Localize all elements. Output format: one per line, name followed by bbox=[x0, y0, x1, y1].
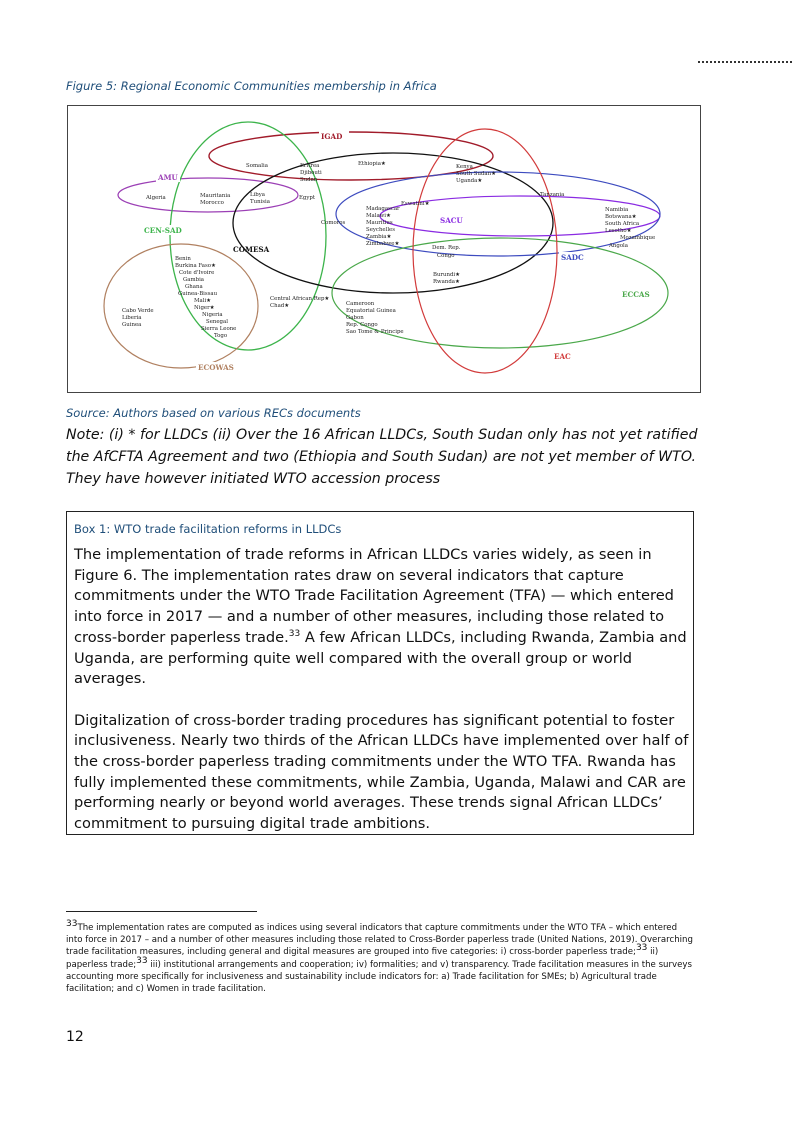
country-ethiopia: Ethiopia★ bbox=[358, 161, 386, 167]
country-djibouti: Djibouti bbox=[300, 170, 322, 176]
country-drc-line2: Congo bbox=[437, 253, 455, 259]
svg-text:AMU: AMU bbox=[158, 173, 178, 182]
rec-label-eccas bbox=[620, 289, 652, 299]
igad-ellipse bbox=[209, 132, 493, 180]
country-seychelles: Seychelles bbox=[366, 227, 396, 233]
box-paragraph-1: The implementation of trade reforms in African LLDCs varies widely, as seen in Figure 6. The implementation rates draw on several indicators that capture commitments under the WTO Trade Facilitation Agreement (TFA) — which entered into force in 2017 — and a number of other measures, including those related to cross-border paperless trade.$^{33}$ A few African LLDCs, including Rwanda, Zambia and Uganda, are performing quite well compared with the overall group or world averages. bbox=[74, 546, 687, 688]
rec-label-amu bbox=[156, 172, 180, 182]
box-paragraph-2: Digitalization of cross-border trading procedures has significant potential to foster inclusiveness. Nearly two thirds of the African LLDCs have implemented over half of the cross-border paperless trading commitments under the WTO TFA. Rwanda has fully implemented these commitments, while Zambia, Uganda, Malawi and CAR are performing nearly or beyond world averages. These trends signal African LLDCs’ commitment to pursuing digital trade ambitions. bbox=[74, 711, 689, 833]
figure-source: Source: Authors based on various RECs documents bbox=[66, 406, 361, 420]
box-1 bbox=[66, 511, 694, 835]
footnote-mark: 33 bbox=[66, 919, 78, 930]
svg-text:ECCAS: ECCAS bbox=[622, 290, 650, 299]
country-senegal: Senegal bbox=[206, 319, 228, 325]
country-sierra-leone: Sierra Leone bbox=[201, 326, 237, 332]
country-benin: Benin bbox=[175, 256, 191, 262]
country-eswatini: Eswatini★ bbox=[401, 201, 430, 207]
footnote-rule bbox=[66, 911, 257, 912]
country-car: Central African Rep★ bbox=[270, 296, 330, 302]
country-labels bbox=[122, 161, 655, 339]
country-drc-line1: Dem. Rep. bbox=[432, 245, 461, 251]
country-zambia: Zambia★ bbox=[366, 234, 392, 240]
country-rwanda: Rwanda★ bbox=[433, 279, 460, 285]
country-togo: Togo bbox=[214, 333, 228, 339]
rec-label-eac bbox=[552, 351, 574, 361]
country-burundi: Burundi★ bbox=[433, 272, 460, 278]
country-algeria: Algeria bbox=[146, 195, 166, 201]
country-mali: Mali★ bbox=[194, 298, 212, 304]
rec-label-igad bbox=[319, 131, 349, 141]
country-chad: Chad★ bbox=[270, 303, 290, 309]
country-burkina-faso: Burkina Faso★ bbox=[175, 263, 216, 269]
figure-caption: Figure 5: Regional Economic Communities membership in Africa bbox=[66, 79, 437, 93]
rec-label-comesa: COMESA bbox=[233, 245, 270, 254]
footnote-ref: 33 bbox=[288, 628, 301, 639]
comesa-ellipse bbox=[233, 153, 553, 293]
country-malawi: Malawi★ bbox=[366, 213, 391, 219]
country-tunisia: Tunisia bbox=[250, 199, 270, 205]
country-eritrea: Eritrea bbox=[300, 163, 320, 169]
country-gambia: Gambia bbox=[183, 277, 205, 283]
country-lesotho: Lesotho★ bbox=[605, 228, 632, 234]
country-sudan: Sudan bbox=[300, 177, 318, 183]
country-sao-tome: Sao Tome & Principe bbox=[346, 329, 404, 335]
country-uganda: Uganda★ bbox=[456, 178, 483, 184]
country-liberia: Liberia bbox=[122, 315, 142, 321]
country-guinea-bissau: Guinea-Bissau bbox=[178, 291, 218, 297]
figure-note: Note: (i) * for LLDCs (ii) Over the 16 African LLDCs, South Sudan only has not yet ratified the AfCFTA Agreement and two (Ethiopia and South Sudan) are not yet member of WTO. They have however initiated WTO accession process bbox=[66, 427, 698, 487]
page-number: 12 bbox=[66, 1029, 84, 1045]
country-guinea: Guinea bbox=[122, 322, 142, 328]
rec-label-sadc bbox=[559, 252, 585, 262]
svg-text:CEN-SAD: CEN-SAD bbox=[144, 226, 182, 235]
country-libya: Libya bbox=[250, 192, 266, 198]
country-tanzania: Tanzania bbox=[540, 192, 565, 198]
country-nigeria: Nigeria bbox=[202, 312, 223, 318]
rec-label-censad bbox=[142, 225, 182, 235]
country-egypt: Egypt bbox=[299, 195, 316, 201]
country-cameroon: Cameroon bbox=[346, 301, 375, 307]
country-rep-congo: Rep. Congo bbox=[346, 322, 378, 328]
country-mauritania: Mauritania bbox=[200, 193, 231, 199]
svg-text:SACU: SACU bbox=[440, 216, 463, 225]
country-niger: Niger★ bbox=[194, 305, 215, 311]
country-south-africa: South Africa bbox=[605, 221, 640, 227]
box-title: Box 1: WTO trade facilitation reforms in LLDCs bbox=[74, 522, 342, 536]
country-somalia: Somalia bbox=[246, 163, 268, 169]
country-mauritius: Mauritius bbox=[366, 220, 393, 226]
censad-ellipse bbox=[170, 122, 326, 350]
svg-text:ECOWAS: ECOWAS bbox=[198, 363, 234, 372]
country-cote-divoire: Cote d'Ivoire bbox=[179, 270, 215, 276]
country-kenya: Kenya bbox=[456, 164, 473, 170]
country-namibia: Namibia bbox=[605, 207, 629, 213]
country-ghana: Ghana bbox=[185, 284, 203, 290]
country-equatorial-guinea: Equatorial Guinea bbox=[346, 308, 396, 314]
svg-text:SADC: SADC bbox=[561, 253, 584, 262]
country-south-sudan: South Sudan★ bbox=[456, 171, 496, 177]
header-dotted-rule bbox=[698, 61, 792, 63]
rec-label-sacu bbox=[438, 215, 466, 225]
country-morocco: Morocco bbox=[200, 200, 224, 206]
country-mozambique: Mozambique bbox=[620, 235, 656, 241]
country-madagascar: Madagascar bbox=[366, 206, 400, 212]
footnote-33: $^{33}$The implementation rates are computed as indices using several indicators that capture commitments under the WTO TFA – which entered into force in 2017 – and a number of other measures including those related to Cross-Border paperless trade (United Nations, 2019). Overarching trade facilitation measures, including general and digital measures are grouped into five categories: i) cross-border paperless trade;$^{33}$ ii) paperless trade;$^{33}$ iii) institutional arrangements and cooperation; iv) formalities; and v) transparency. Trade facilitation measures in the surveys accounting more specifically for inclusiveness and sustainability include indicators for: a) Trade facilitation for SMEs; b) Agricultural trade facilitation; and c) Women in trade facilitation. bbox=[66, 919, 693, 995]
country-cabo-verde: Cabo Verde bbox=[122, 308, 154, 314]
box-body bbox=[74, 545, 694, 835]
country-botswana: Botswana★ bbox=[605, 214, 637, 220]
rec-venn-diagram bbox=[67, 105, 701, 393]
country-comoros: Comoros bbox=[321, 220, 346, 226]
svg-text:IGAD: IGAD bbox=[321, 132, 343, 141]
country-zimbabwe: Zimbabwe★ bbox=[366, 241, 400, 247]
country-angola: Angola bbox=[609, 243, 628, 249]
rec-label-ecowas bbox=[196, 362, 236, 372]
svg-text:EAC: EAC bbox=[554, 352, 571, 361]
country-gabon: Gabon bbox=[346, 315, 364, 321]
